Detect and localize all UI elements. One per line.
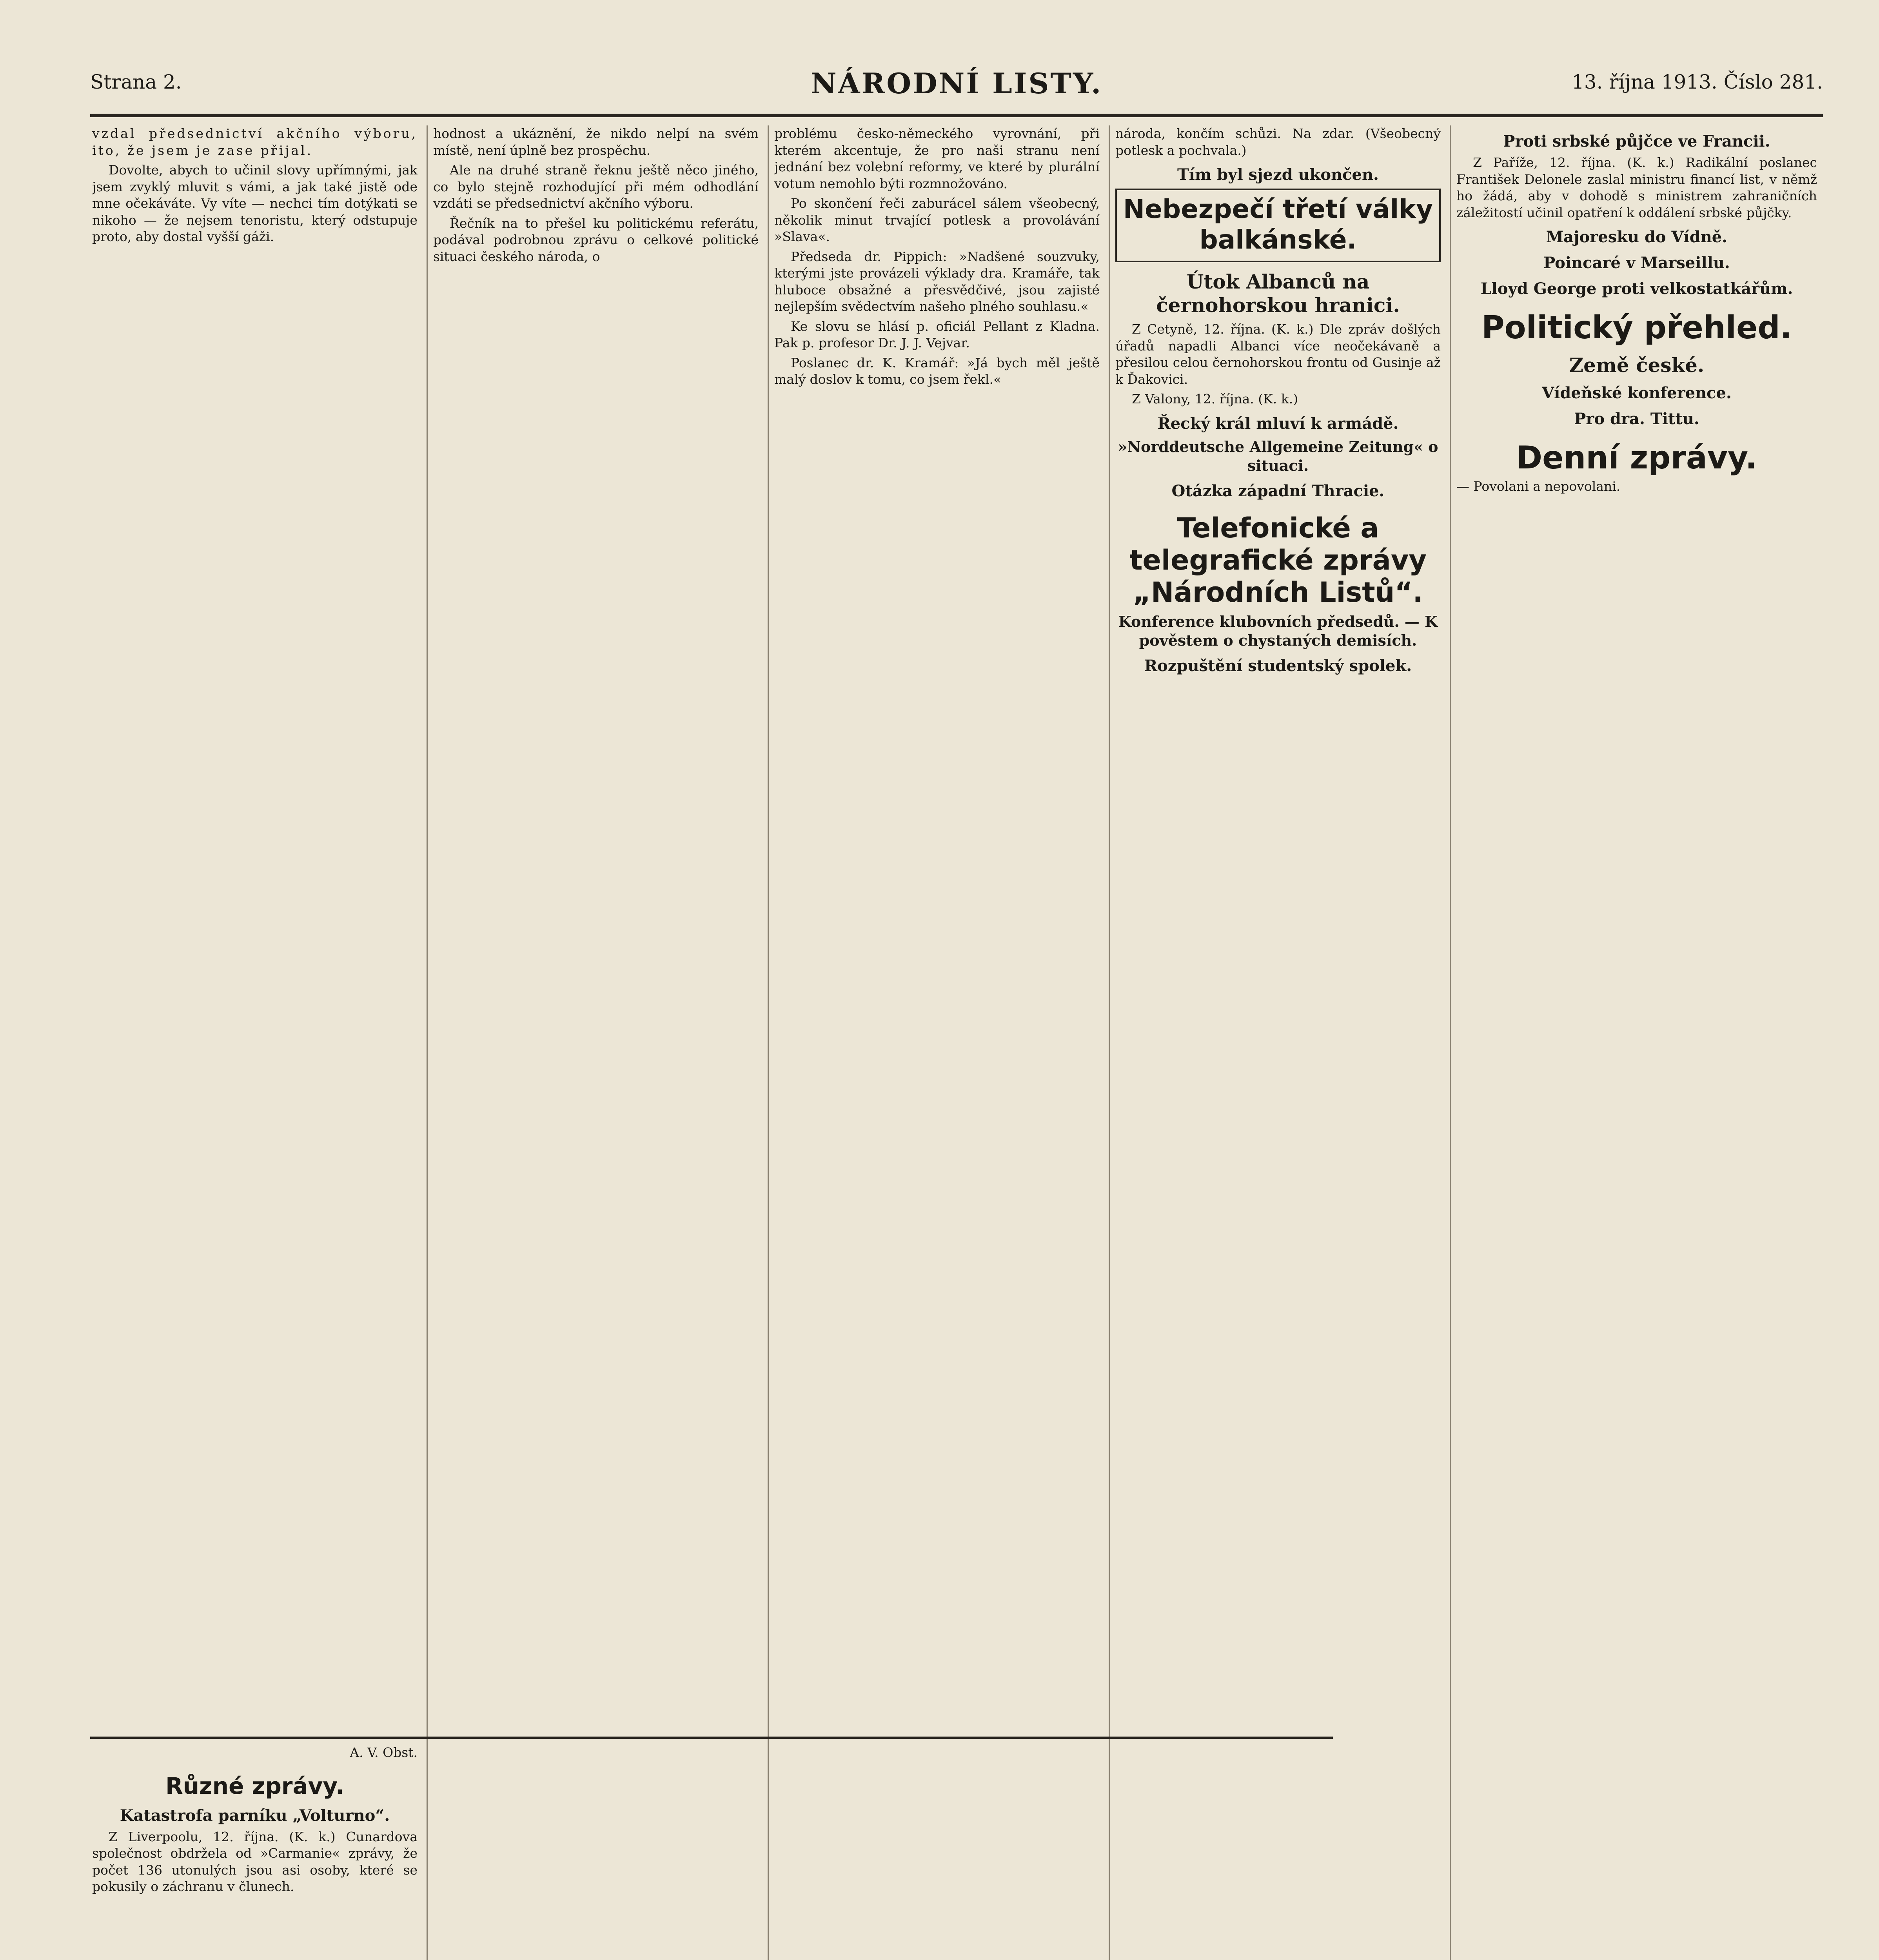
running-head xyxy=(90,67,1823,110)
political-overview-headline: Politický přehled. xyxy=(1481,309,1792,346)
article-text: národa, končím schůzi. Na zdar. (Všeobecný potlesk a pochvala.) xyxy=(1115,126,1441,158)
norddeutsche-headline: »Norddeutsche Allgemeine Zeitung« o situaci. xyxy=(1118,437,1438,474)
article-text: problému česko-německého vyrovnání, při kterém akcentuje, že pro naši stranu není jednání bez volební reformy, ve které by plurální votum nemohlo býti rozmnožováno. xyxy=(774,126,1100,191)
column-divider xyxy=(1109,125,1110,1960)
page-number: Strana 2. xyxy=(90,71,182,93)
serbian-loan-headline: Proti srbské půjčce ve Francii. xyxy=(1503,132,1770,151)
article-text: Ke slovu se hlásí p. oficiál Pellant z Kladna. Pak p. profesor Dr. J. J. Vejvar. xyxy=(774,318,1100,350)
article-text: — Povolani a nepovolani. xyxy=(1456,479,1621,494)
lower-column-1 xyxy=(92,1744,418,1960)
telegraph-headline: Telefonické a telegrafické zprávy „Národních Listů“. xyxy=(1129,512,1427,608)
daily-news-headline: Denní zprávy. xyxy=(1516,439,1757,476)
balkan-war-headline: Nebezpečí třetí války balkánské. xyxy=(1123,194,1433,255)
balkan-war-box xyxy=(1115,189,1441,262)
article-text: Ale na druhé straně řeknu ještě něco jiného, co bylo stejně rozhodující při mém odhodlání vzdáti se předsednictví akčního výboru. xyxy=(433,162,759,211)
titta-headline: Pro dra. Tittu. xyxy=(1574,410,1699,428)
signature: A. V. Obst. xyxy=(350,1745,418,1760)
column-divider xyxy=(768,125,769,1960)
column-2 xyxy=(433,125,759,1960)
vienna-conference-headline: Vídeňské konference. xyxy=(1542,384,1732,402)
column-4 xyxy=(1115,125,1441,1960)
poincare-headline: Poincaré v Marseillu. xyxy=(1543,254,1730,272)
conference-headline: Konference klubovních předsedů. — K pověstem o chystaných demisích. xyxy=(1118,612,1438,649)
column-divider xyxy=(1450,125,1451,1960)
czech-lands-headline: Země české. xyxy=(1569,354,1705,377)
lloyd-george-headline: Lloyd George proti velkostatkářům. xyxy=(1480,279,1793,298)
article-text: Po skončení řeči zaburácel sálem všeobecný, několik minut trvající potlesk a provolávání »Slava«. xyxy=(774,196,1100,244)
volturno-headline: Katastrofa parníku „Volturno“. xyxy=(120,1806,390,1825)
article-text: Řečník na to přešel ku politickému referátu, podával podrobnou zprávu o celkové politické situaci českého národa, o xyxy=(433,215,759,264)
article-text: Z Valony, 12. října. (K. k.) xyxy=(1132,391,1298,407)
masthead-rule xyxy=(90,114,1823,117)
article-text: Z Liverpoolu, 12. října. (K. k.) Cunardova společnost obdržela od »Carmanie« zprávy, že počet 136 utonulých jsou asi osoby, které se pokusily o záchranu v člunech. xyxy=(92,1829,418,1894)
article-text: Předseda dr. Pippich: »Nadšené souzvuky, kterými jste provázeli výklady dra. Kramáře, tak hluboce obsažné a přesvědčivé, jsou zajisté nejlepším svědectvím našeho plného souhlasu.« xyxy=(774,249,1100,314)
albania-attack-headline: Útok Albanců na černohorskou hranici. xyxy=(1156,270,1400,317)
article-text: vzdal předsednictví akčního výboru, ito, že jsem je zase přijal. xyxy=(92,126,418,158)
article-text: Z Cetyně, 12. října. (K. k.) Dle zpráv došlých úřadů napadli Albanci více neočekávaně a přesilou celou černohorskou frontu od Gusinje až k Ďakovici. xyxy=(1115,321,1441,387)
section-note: Tím byl sjezd ukončen. xyxy=(1177,165,1379,184)
article-text: hodnost a ukáznění, že nikdo nelpí na svém místě, není úplně bez prospěchu. xyxy=(433,126,759,158)
column-5 xyxy=(1456,125,1817,1960)
column-divider xyxy=(427,125,428,1960)
article-text: Poslanec dr. K. Kramář: »Já bych měl ještě malý doslov k tomu, co jsem řekl.« xyxy=(774,355,1100,387)
article-text: Dovolte, abych to učinil slovy upřímnými, jak jsem zvyklý mluvit s vámi, a jak také jistě ode mne očekáváte. Vy víte — nechci tím dotýkati se nikoho — že nejsem tenoristu, který odstupuje proto, aby dostal vyšší gáži. xyxy=(92,162,418,244)
majoresku-headline: Majoresku do Vídně. xyxy=(1546,228,1728,246)
column-3 xyxy=(774,125,1100,1960)
greek-king-headline: Řecký král mluví k armádě. xyxy=(1157,414,1399,433)
paper-title: NÁRODNÍ LISTY. xyxy=(810,67,1103,100)
student-society-headline: Rozpuštění studentský spolek. xyxy=(1144,656,1412,675)
column-1 xyxy=(92,125,418,1960)
thrace-headline: Otázka západní Thracie. xyxy=(1171,481,1385,500)
various-news-headline: Různé zprávy. xyxy=(165,1772,344,1799)
feuilleton-rule xyxy=(90,1737,1333,1739)
article-text: Z Paříže, 12. října. (K. k.) Radikální poslanec František Delonele zaslal ministru financí list, v němž ho žádá, aby v dohodě s ministrem zahraničních záležitostí učinil opatření k oddálení srbské půjčky. xyxy=(1456,155,1817,220)
issue-date: 13. října 1913. Číslo 281. xyxy=(1572,71,1823,93)
